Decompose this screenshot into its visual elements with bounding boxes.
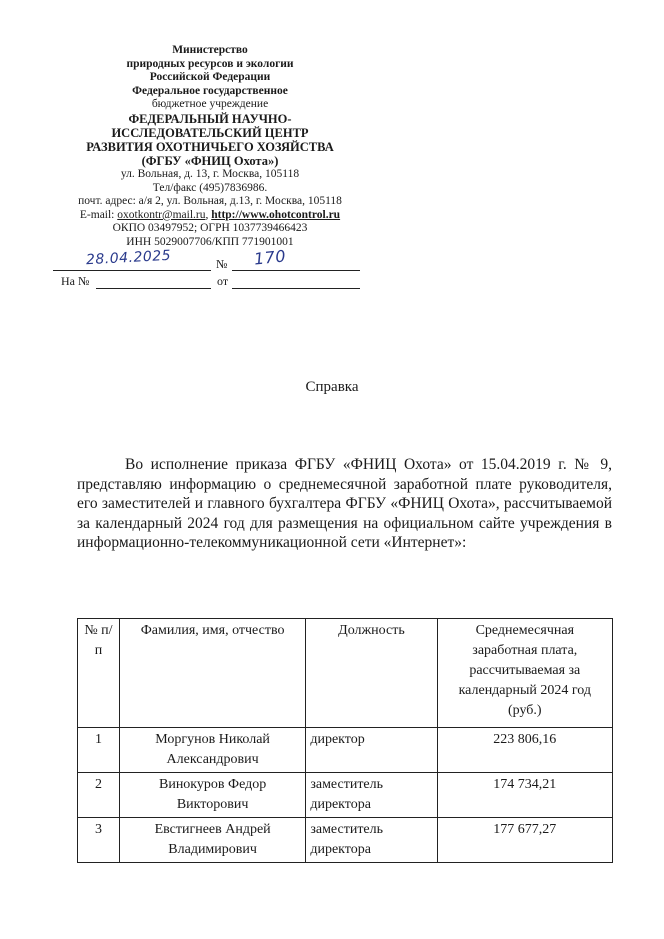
institution-type-line: бюджетное учреждение — [151, 98, 269, 111]
row-position: заместитель директора — [306, 773, 437, 818]
email-link[interactable]: oxotkontr@mail.ru — [117, 208, 206, 221]
body-paragraph: Во исполнение приказа ФГБУ «ФНИЦ Охота» от 15.04.2019 г. № 9, представляю информацию о среднемесячной заработной плате руководителя, его заместителей и главного бухгалтера ФГБУ «ФНИЦ Охота», рассчитываемой за календарный 2024 год для размещения на официальном сайте учреждения в информационно-телекоммуникационной сети «Интернет»: — [77, 456, 612, 551]
table-header-row — [78, 619, 613, 728]
address-line: ул. Вольная, д. 13, г. Москва, 105118 — [120, 167, 300, 180]
row-number: 1 — [78, 728, 120, 773]
organization-name-line: ИССЛЕДОВАТЕЛЬСКИЙ ЦЕНТР — [111, 125, 309, 140]
header-number: № п/п — [78, 619, 120, 728]
ministry-line: Российской Федерации — [149, 71, 271, 84]
ministry-line: природных ресурсов и экологии — [126, 57, 294, 70]
row-name: Винокуров Федор Викторович — [119, 773, 305, 818]
row-salary: 223 806,16 — [437, 728, 612, 773]
row-name: Евстигнеев Андрей Владимирович — [119, 818, 305, 863]
row-name: Моргунов Николай Александрович — [119, 728, 305, 773]
row-salary: 174 734,21 — [437, 773, 612, 818]
organization-short-name: (ФГБУ «ФНИЦ Охота») — [141, 153, 279, 168]
header-name: Фамилия, имя, отчество — [119, 619, 305, 728]
institution-type-line: Федеральное государственное — [132, 84, 288, 97]
number-sign: № — [216, 257, 228, 271]
reply-from-line — [232, 288, 360, 289]
header-position: Должность — [306, 619, 437, 728]
organization-name-line: ФЕДЕРАЛЬНЫЙ НАУЧНО- — [128, 111, 292, 126]
inn-line: ИНН 5029007706/КПП 771901001 — [126, 235, 294, 248]
reply-number-label: На № — [61, 274, 90, 288]
row-position: директор — [306, 728, 437, 773]
email-label: E-mail: — [79, 208, 118, 221]
letterhead — [60, 44, 360, 250]
row-salary: 177 677,27 — [437, 818, 612, 863]
okpo-line: ОКПО 03497952; ОГРН 1037739466423 — [112, 222, 308, 235]
handwritten-date: 28.04.2025 — [85, 247, 172, 269]
table-row — [78, 773, 613, 818]
number-line — [232, 270, 360, 271]
salary-table — [77, 618, 613, 863]
row-number: 3 — [78, 818, 120, 863]
postal-address-line: почт. адрес: а/я 2, ул. Вольная, д.13, г. Москва, 105118 — [78, 195, 342, 208]
document-title: Справка — [305, 379, 359, 395]
row-position: заместитель директора — [306, 818, 437, 863]
table-row — [78, 728, 613, 773]
reply-from-label: от — [217, 274, 229, 288]
reply-number-line — [96, 288, 211, 289]
handwritten-number: 170 — [253, 246, 287, 269]
table-row — [78, 818, 613, 863]
ministry-line: Министерство — [172, 44, 248, 56]
row-number: 2 — [78, 773, 120, 818]
website-link[interactable]: http://www.ohotcontrol.ru — [211, 208, 341, 221]
contacts-line: E-mail: oxotkontr@mail.ru, http://www.ohotcontrol.ru — [79, 208, 341, 221]
organization-name-line: РАЗВИТИЯ ОХОТНИЧЬЕГО ХОЗЯЙСТВА — [86, 139, 334, 154]
date-line — [53, 270, 211, 271]
telfax-line: Тел/факс (495)7836986. — [152, 181, 268, 194]
header-salary: Среднемесячная заработная плата, рассчитываемая за календарный 2024 год (руб.) — [437, 619, 612, 728]
